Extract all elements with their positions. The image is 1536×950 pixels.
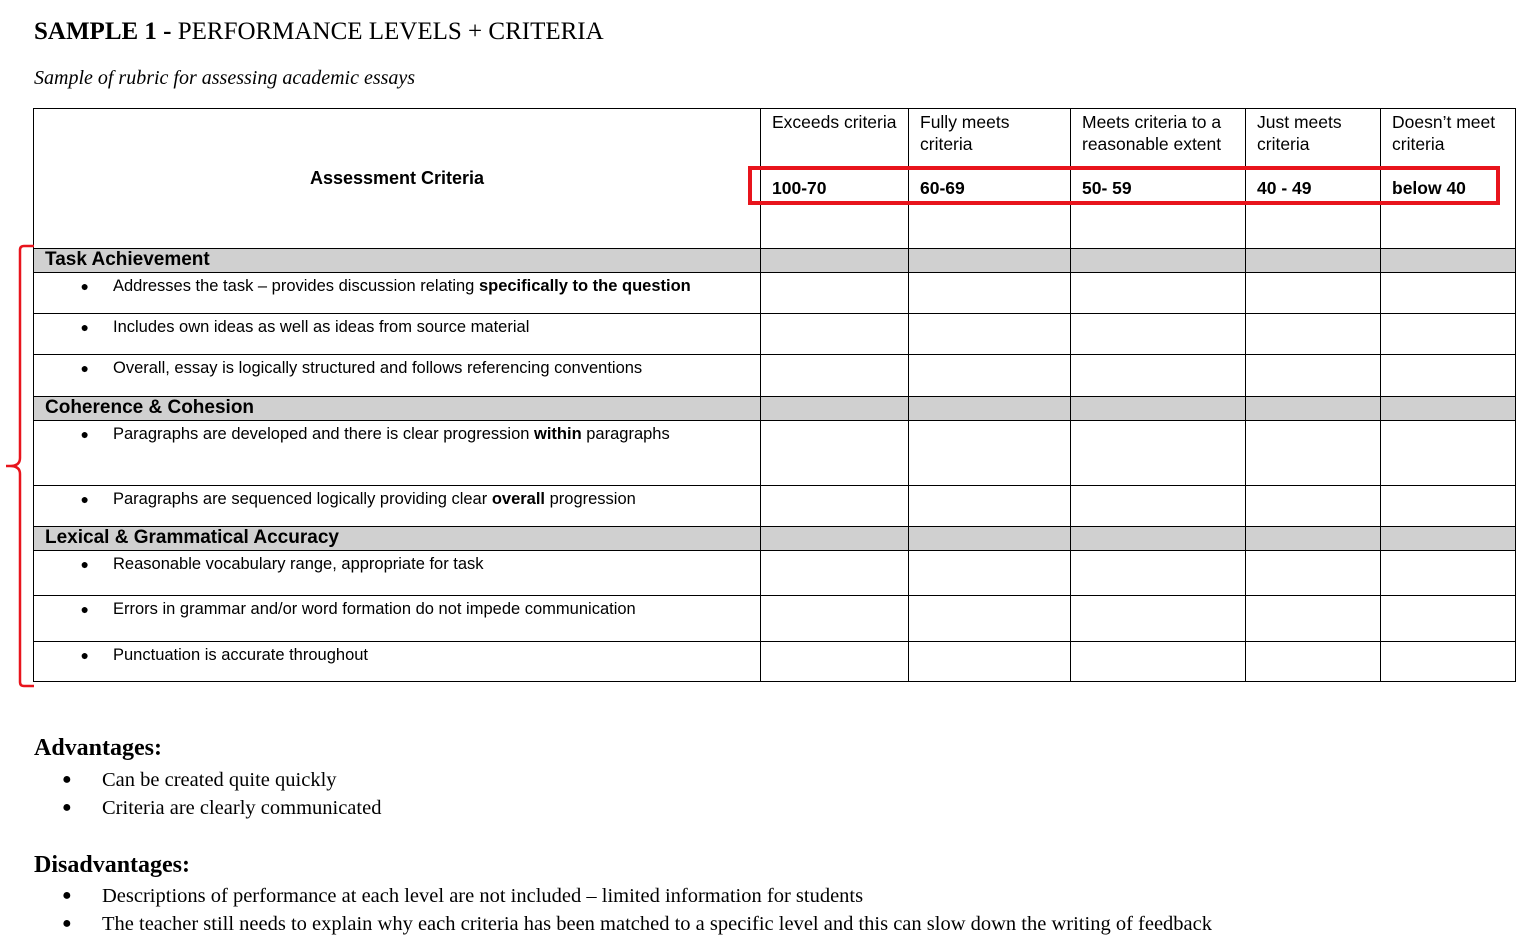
score-cell[interactable] [1071,642,1246,682]
score-cell[interactable] [1381,355,1516,397]
bullet-icon: ● [62,799,72,816]
section-row [34,397,1516,421]
bullet-icon: ● [62,771,72,788]
section-level-cell [909,249,1071,273]
criterion-cell [34,314,761,355]
criterion-row [34,551,1516,596]
level-header-fully-meets [909,109,1071,249]
criteria-header: Assessment Criteria [34,109,761,249]
criterion-text: Errors in grammar and/or word formation do not impede communication [113,600,636,618]
score-cell[interactable] [1246,355,1381,397]
score-cell[interactable] [761,421,909,486]
score-cell[interactable] [1381,642,1516,682]
bullet-icon: ● [80,360,89,376]
level-header-exceeds [761,109,909,249]
bullet-icon: ● [62,887,72,904]
bullet-icon: ● [80,556,89,572]
page-title [34,16,604,48]
section-name: Coherence & Cohesion [34,397,761,421]
section-level-cell [761,249,909,273]
level-label: Doesn’t meet criteria [1392,112,1496,154]
score-cell[interactable] [909,273,1071,314]
criterion-row [34,642,1516,682]
bullet-icon: ● [80,647,89,663]
criterion-row [34,355,1516,397]
criterion-cell [34,421,761,486]
bullet-icon: ● [80,319,89,335]
score-cell[interactable] [909,551,1071,596]
level-range: 60-69 [920,178,965,198]
score-cell[interactable] [1071,355,1246,397]
section-level-cell [1381,249,1516,273]
criterion-text: Includes own ideas as well as ideas from source material [113,318,530,336]
advantages-heading: Advantages: [34,735,163,761]
score-cell[interactable] [1246,273,1381,314]
level-label: Just meets criteria [1257,112,1342,154]
section-name: Task Achievement [34,249,761,273]
level-label: Exceeds criteria [772,112,897,132]
criterion-row [34,421,1516,486]
score-cell[interactable] [1381,551,1516,596]
level-range: 40 - 49 [1257,178,1312,198]
score-cell[interactable] [1246,486,1381,527]
score-cell[interactable] [761,314,909,355]
level-range: below 40 [1392,178,1466,198]
title-rest: PERFORMANCE LEVELS + CRITERIA [171,18,604,45]
criterion-text: Paragraphs are sequenced logically providing clear overall progression [113,490,636,508]
score-cell[interactable] [1071,314,1246,355]
score-cell[interactable] [1381,314,1516,355]
bullet-icon: ● [80,426,89,442]
score-cell[interactable] [1381,273,1516,314]
level-header-doesnt-meet [1381,109,1516,249]
level-label: Fully meets criteria [920,112,1010,154]
criterion-text: Reasonable vocabulary range, appropriate for task [113,555,484,573]
score-cell[interactable] [909,314,1071,355]
section-row [34,249,1516,273]
section-level-cell [1071,249,1246,273]
score-cell[interactable] [1246,551,1381,596]
score-cell[interactable] [1071,421,1246,486]
criterion-text: Punctuation is accurate throughout [113,646,369,664]
section-level-cell [909,527,1071,551]
bullet-icon: ● [62,915,72,932]
section-name: Lexical & Grammatical Accuracy [34,527,761,551]
score-cell[interactable] [761,273,909,314]
score-cell[interactable] [1381,486,1516,527]
score-cell[interactable] [1071,551,1246,596]
advantages-list [62,766,381,822]
disadvantage-item: ● Descriptions of performance at each level are not included – limited information for students [62,882,1212,910]
criterion-cell [34,273,761,314]
score-cell[interactable] [1071,596,1246,642]
criterion-row [34,273,1516,314]
section-level-cell [1246,527,1381,551]
section-level-cell [1071,527,1246,551]
level-header-reasonable [1071,109,1246,249]
disadvantages-list [62,882,1212,938]
title-bold: SAMPLE 1 - [34,18,172,45]
advantage-item: ● Criteria are clearly communicated [62,794,381,822]
criterion-row [34,314,1516,355]
header-row [34,109,1516,249]
score-cell[interactable] [761,486,909,527]
section-level-cell [1246,249,1381,273]
criterion-cell [34,551,761,596]
criterion-row [34,596,1516,642]
level-label: Meets criteria to a reasonable extent [1082,112,1222,154]
disadvantages-heading: Disadvantages: [34,852,191,878]
score-cell[interactable] [909,421,1071,486]
score-cell[interactable] [1246,642,1381,682]
score-cell[interactable] [1246,421,1381,486]
score-cell[interactable] [909,596,1071,642]
score-cell[interactable] [1071,486,1246,527]
score-cell[interactable] [761,642,909,682]
section-level-cell [761,397,909,421]
criterion-text: Paragraphs are developed and there is clear progression within paragraphs [113,425,670,443]
section-level-cell [1246,397,1381,421]
section-level-cell [761,527,909,551]
bullet-icon: ● [80,278,89,294]
criterion-row [34,486,1516,527]
section-level-cell [1071,397,1246,421]
criterion-cell [34,596,761,642]
advantage-item: ● Can be created quite quickly [62,766,381,794]
score-cell[interactable] [1246,314,1381,355]
score-cell[interactable] [1381,421,1516,486]
bullet-icon: ● [80,601,89,617]
rubric-table [33,108,1516,682]
criterion-text: Overall, essay is logically structured and follows referencing conventions [113,359,643,377]
level-header-just-meets [1246,109,1381,249]
section-level-cell [1381,527,1516,551]
section-level-cell [1381,397,1516,421]
score-cell[interactable] [909,355,1071,397]
level-range: 100-70 [772,178,827,198]
score-cell[interactable] [761,355,909,397]
criterion-text: Addresses the task – provides discussion relating specifically to the question [113,277,691,295]
level-range: 50- 59 [1082,178,1132,198]
disadvantage-item: ● The teacher still needs to explain why each criteria has been matched to a specific level and this can slow down the writing of feedback [62,910,1212,938]
section-level-cell [909,397,1071,421]
bullet-icon: ● [80,491,89,507]
page-subtitle: Sample of rubric for assessing academic essays [34,67,416,89]
score-cell[interactable] [761,551,909,596]
criterion-cell [34,355,761,397]
score-cell[interactable] [761,596,909,642]
score-cell[interactable] [909,642,1071,682]
criterion-cell [34,486,761,527]
score-cell[interactable] [1071,273,1246,314]
score-cell[interactable] [1246,596,1381,642]
score-cell[interactable] [1381,596,1516,642]
criterion-cell [34,642,761,682]
section-row [34,527,1516,551]
score-cell[interactable] [909,486,1071,527]
